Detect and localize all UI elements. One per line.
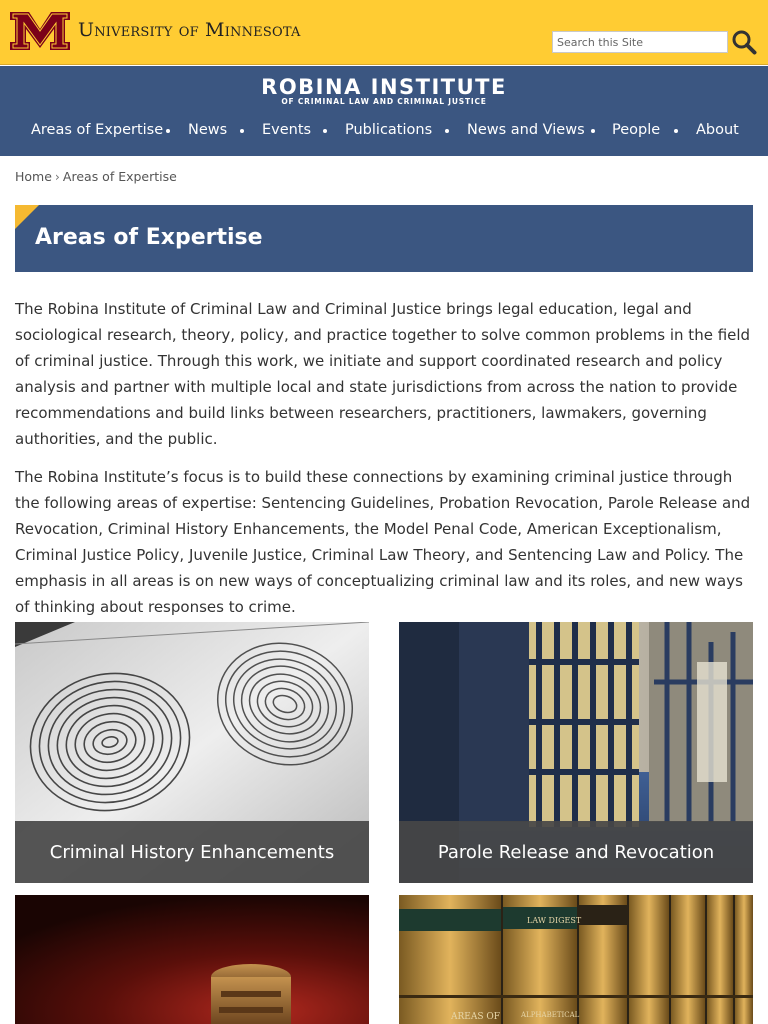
nav-separator-dot	[166, 129, 170, 133]
institute-header	[0, 66, 768, 156]
nav-separator-dot	[445, 129, 449, 133]
page-title: Areas of Expertise	[35, 225, 263, 250]
nav-item-about[interactable]: About	[696, 122, 739, 138]
nav-separator-dot	[240, 129, 244, 133]
book-spine-text: ALPHABETICAL	[521, 1011, 580, 1019]
university-header	[0, 0, 768, 65]
nav-separator-dot	[323, 129, 327, 133]
intro-paragraph: The Robina Institute of Criminal Law and Criminal Justice brings legal education, legal and sociological research, theory, policy, and practice together to solve common problems in the field of criminal justice. Through this work, we initiate and support coordinated research and policy analysis and partner with multiple local and state jurisdictions from across the nation to provide recommendations and build links between researchers, practitioners, lawmakers, governing authorities, and the public.	[15, 300, 751, 448]
breadcrumb-current: Areas of Expertise	[62, 169, 177, 184]
main-nav	[0, 122, 768, 144]
institute-subtitle: OF CRIMINAL LAW AND CRIMINAL JUSTICE	[281, 97, 487, 106]
nav-separator-dot	[674, 129, 678, 133]
card-label: Parole Release and Revocation	[399, 821, 753, 883]
card-label: Criminal History Enhancements	[15, 821, 369, 883]
university-wordmark[interactable]	[78, 19, 301, 41]
breadcrumb	[15, 169, 177, 184]
gavel-image	[15, 895, 369, 1024]
breadcrumb-home-link[interactable]: Home	[15, 169, 52, 184]
breadcrumb-separator: ›	[54, 169, 60, 184]
nav-item-news-and-views[interactable]: News and Views	[467, 122, 585, 138]
book-spine-text: LAW DIGEST	[527, 916, 582, 925]
nav-item-events[interactable]: Events	[262, 122, 312, 138]
nav-item-people[interactable]: People	[612, 122, 661, 138]
site-search-input[interactable]	[552, 31, 728, 53]
umn-block-m-logo[interactable]	[10, 12, 70, 50]
nav-item-areas-of-expertise[interactable]: Areas of Expertise	[31, 122, 164, 138]
book-spine-text: AREAS OF	[451, 1012, 500, 1022]
intro-paragraph: The Robina Institute’s focus is to build these connections by examining criminal justice through the following areas of expertise: Sentencing Guidelines, Probation Revocation, Parole Release and Revocation, Criminal History Enhancements, the Model Penal Code, American Exceptionalism, Criminal Justice Policy, Juvenile Justice, Criminal Law Theory, and Sentencing Law and Policy. The emphasis in all areas is on new ways of conceptualizing criminal law and its roles, and new ways of thinking about responses to crime.	[15, 468, 751, 616]
institute-title[interactable]: ROBINA INSTITUTE	[261, 75, 507, 99]
university-name-text: University of Minnesota	[78, 19, 301, 41]
nav-item-publications[interactable]: Publications	[345, 122, 433, 138]
law-books-image	[399, 895, 753, 1024]
card-parole-release-and-revocation[interactable]	[399, 622, 753, 883]
nav-item-news[interactable]: News	[188, 122, 228, 138]
card-law-books[interactable]	[399, 895, 753, 1024]
card-gavel[interactable]	[15, 895, 369, 1024]
nav-separator-dot	[591, 129, 595, 133]
page-title-banner	[15, 205, 753, 272]
card-criminal-history-enhancements[interactable]	[15, 622, 369, 883]
search-icon[interactable]	[731, 29, 757, 55]
intro-text	[15, 296, 757, 632]
